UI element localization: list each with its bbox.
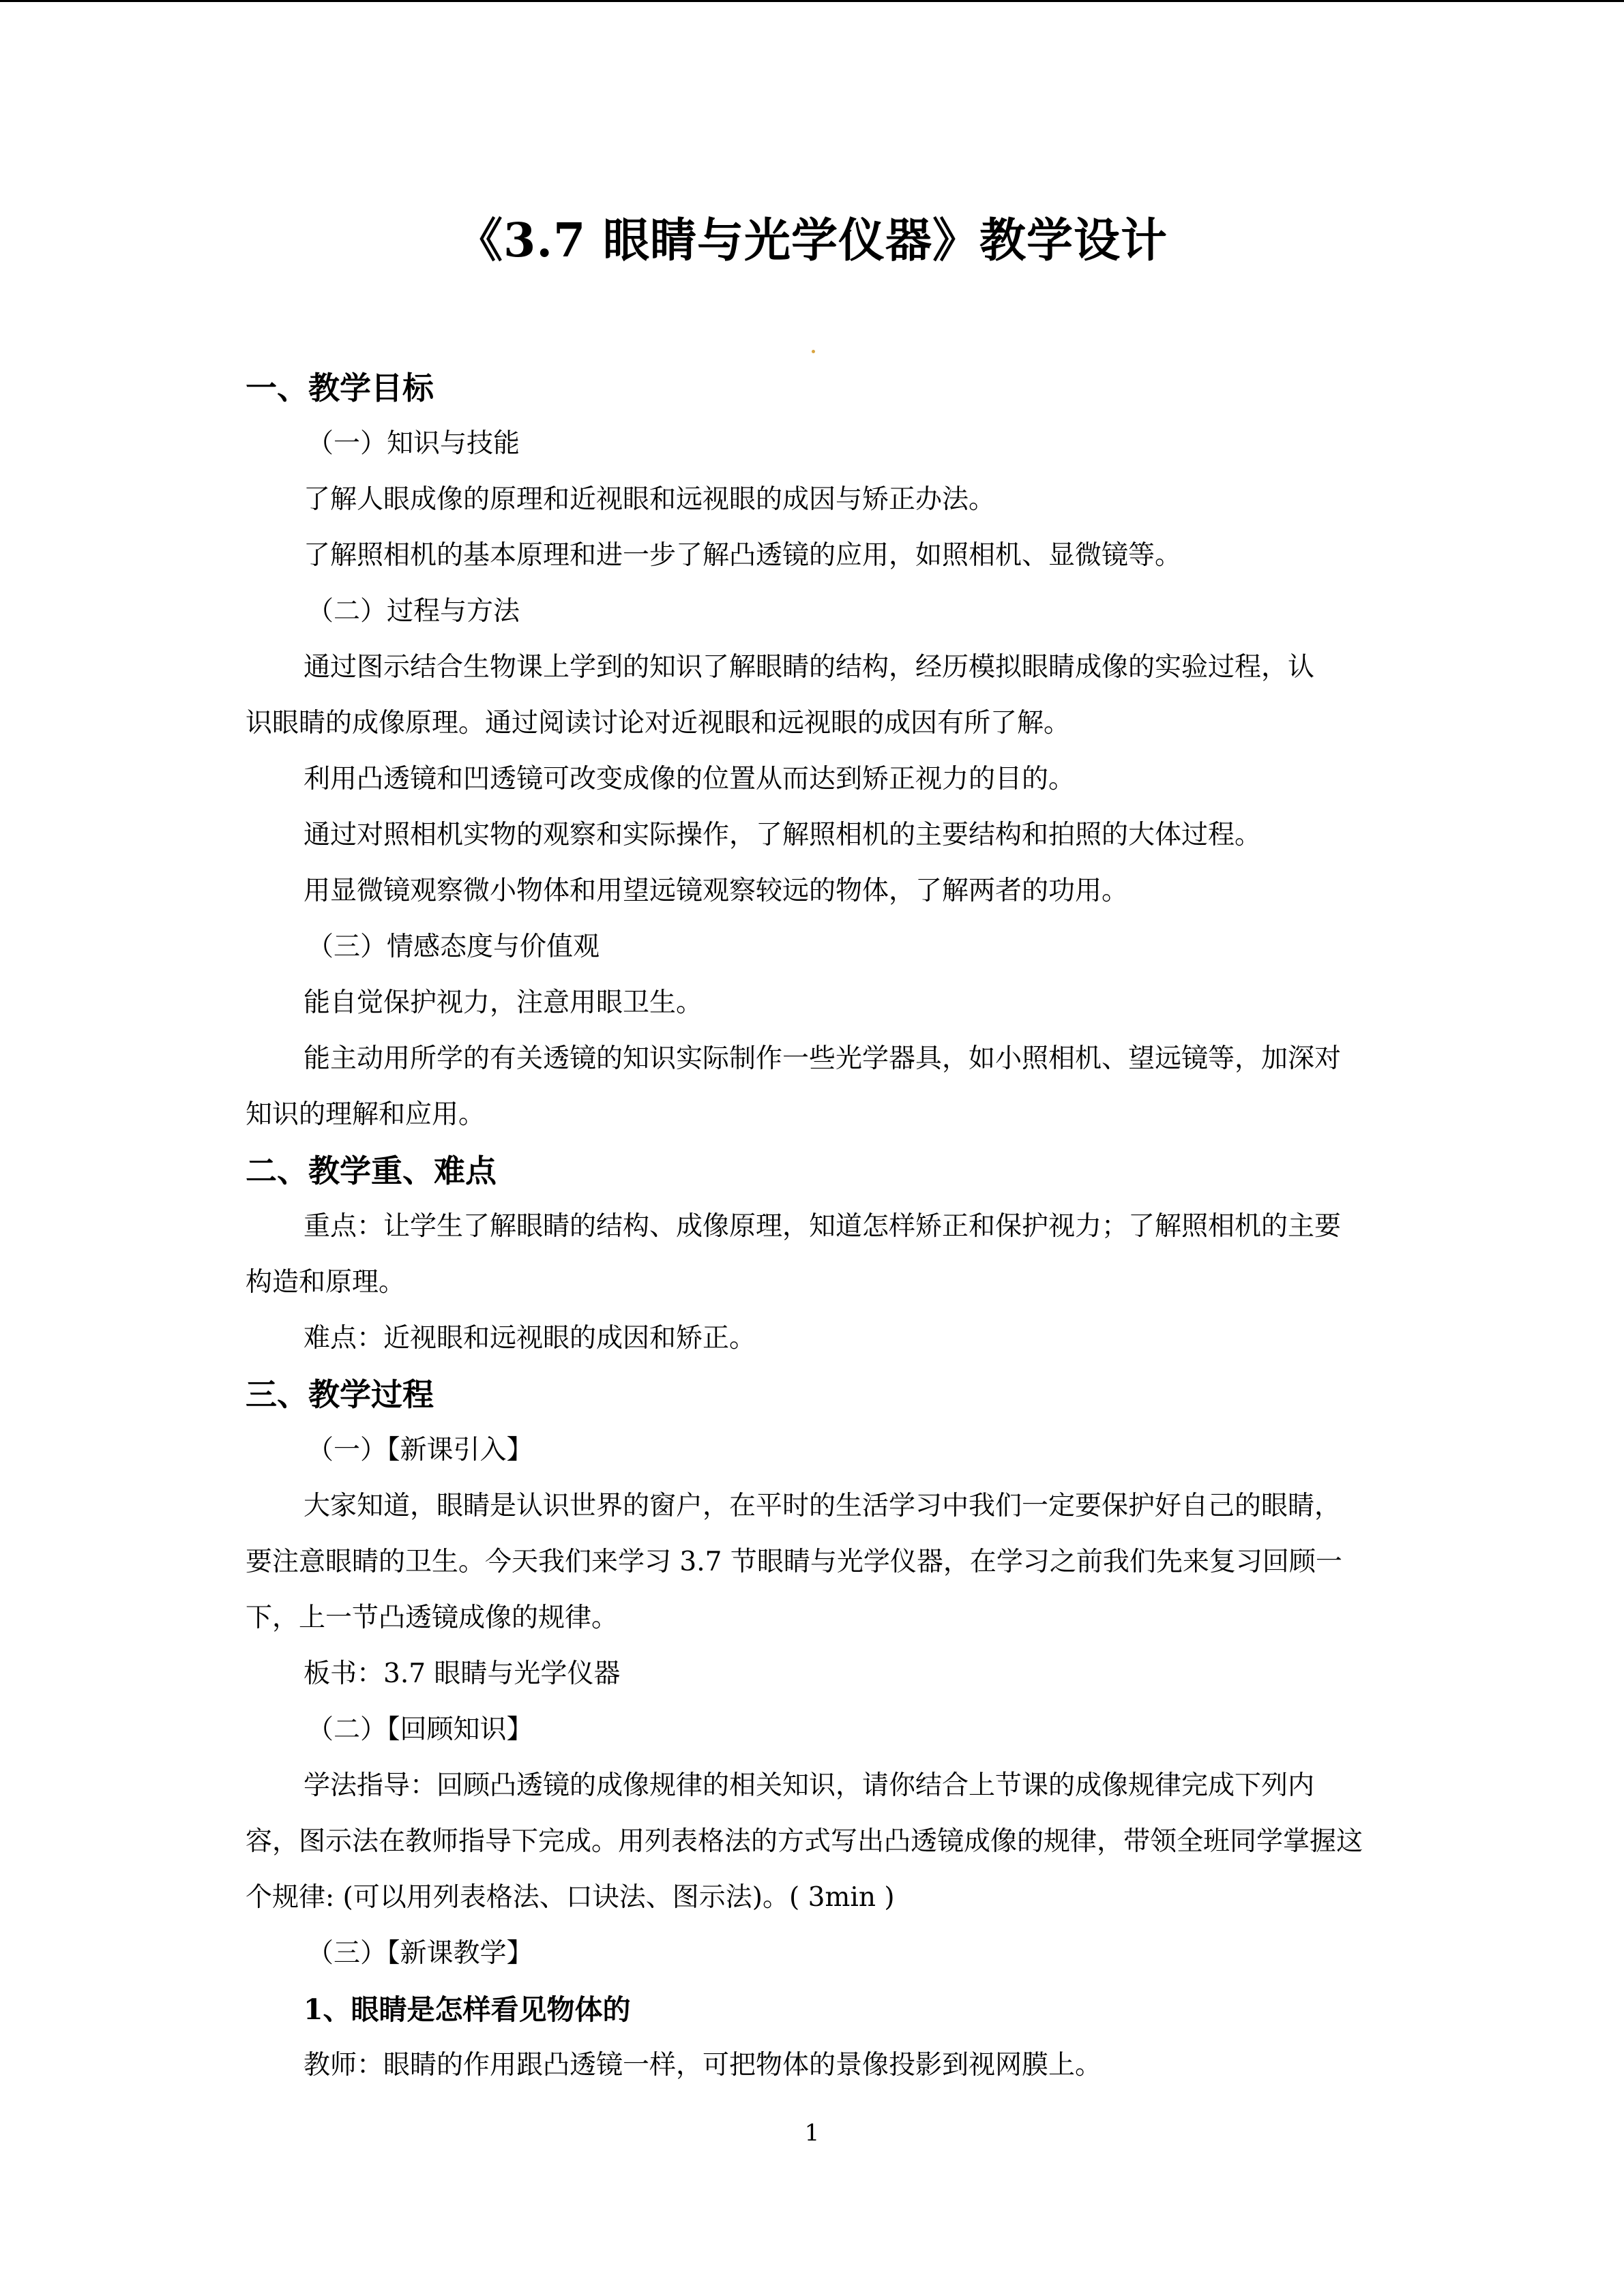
subheading-review: （二）【回顾知识】 xyxy=(307,1714,533,1745)
page-number: 1 xyxy=(804,2119,820,2147)
paragraph: 重点：让学生了解眼睛的结构、成像原理，知道怎样矫正和保护视力；了解照相机的主要构造和原理。 xyxy=(246,1211,1342,1298)
subheading-introduction: （一）【新课引入】 xyxy=(307,1435,533,1465)
paragraph: 了解照相机的基本原理和进一步了解凸透镜的应用，如照相机、显微镜等。 xyxy=(304,540,1182,571)
paragraph: 通过图示结合生物课上学到的知识了解眼睛的结构，经历模拟眼睛成像的实验过程，认识眼睛的成像原理。通过阅读讨论对近视眼和远视眼的成因有所了解。 xyxy=(246,652,1315,739)
paragraph: 难点：近视眼和远视眼的成因和矫正。 xyxy=(304,1323,756,1354)
paragraph: 了解人眼成像的原理和近视眼和远视眼的成因与矫正办法。 xyxy=(304,484,996,515)
paragraph: 利用凸透镜和凹透镜可改变成像的位置从而达到矫正视力的目的。 xyxy=(304,764,1076,794)
section-heading-process: 三、教学过程 xyxy=(246,1376,434,1413)
paragraph: 通过对照相机实物的观察和实际操作，了解照相机的主要结构和拍照的大体过程。 xyxy=(304,820,1262,850)
paragraph: 能主动用所学的有关透镜的知识实际制作一些光学器具，如小照相机、望远镜等，加深对知识的理解和应用。 xyxy=(246,1043,1342,1130)
subheading-attitudes-values: （三）情感态度与价值观 xyxy=(307,931,600,962)
document-body xyxy=(246,360,1364,2093)
section-heading-key-points: 二、教学重、难点 xyxy=(246,1152,497,1189)
paragraph: 板书：3.7 眼睛与光学仪器 xyxy=(304,1658,621,1689)
paragraph: 能自觉保护视力，注意用眼卫生。 xyxy=(304,987,703,1018)
document-title: 《3.7 眼睛与光学仪器》教学设计 xyxy=(456,213,1168,268)
subheading-new-lesson: （三）【新课教学】 xyxy=(307,1938,533,1969)
subheading-knowledge-skills: （一）知识与技能 xyxy=(307,428,520,459)
paragraph: 学法指导：回顾凸透镜的成像规律的相关知识，请你结合上节课的成像规律完成下列内容，图示法在教师指导下完成。用列表格法的方式写出凸透镜成像的规律，带领全班同学掌握这个规律: (可以用列表格法、口诀法、图示法)。( 3min ) xyxy=(246,1770,1363,1913)
section-heading-objectives: 一、教学目标 xyxy=(246,370,434,406)
subheading-process-methods: （二）过程与方法 xyxy=(307,596,520,627)
paragraph: 用显微镜观察微小物体和用望远镜观察较远的物体，了解两者的功用。 xyxy=(304,876,1129,906)
paragraph: 教师：眼睛的作用跟凸透镜一样，可把物体的景像投影到视网膜上。 xyxy=(304,2050,1102,2081)
subsection-heading: 1、眼睛是怎样看见物体的 xyxy=(304,1993,631,2026)
stray-dot-mark xyxy=(812,350,815,353)
paragraph: 大家知道，眼睛是认识世界的窗户，在平时的生活学习中我们一定要保护好自己的眼睛，要注意眼睛的卫生。今天我们来学习 3.7 节眼睛与光学仪器，在学习之前我们先来复习回顾一下，上一节凸透镜成像的规律。 xyxy=(246,1491,1342,1633)
